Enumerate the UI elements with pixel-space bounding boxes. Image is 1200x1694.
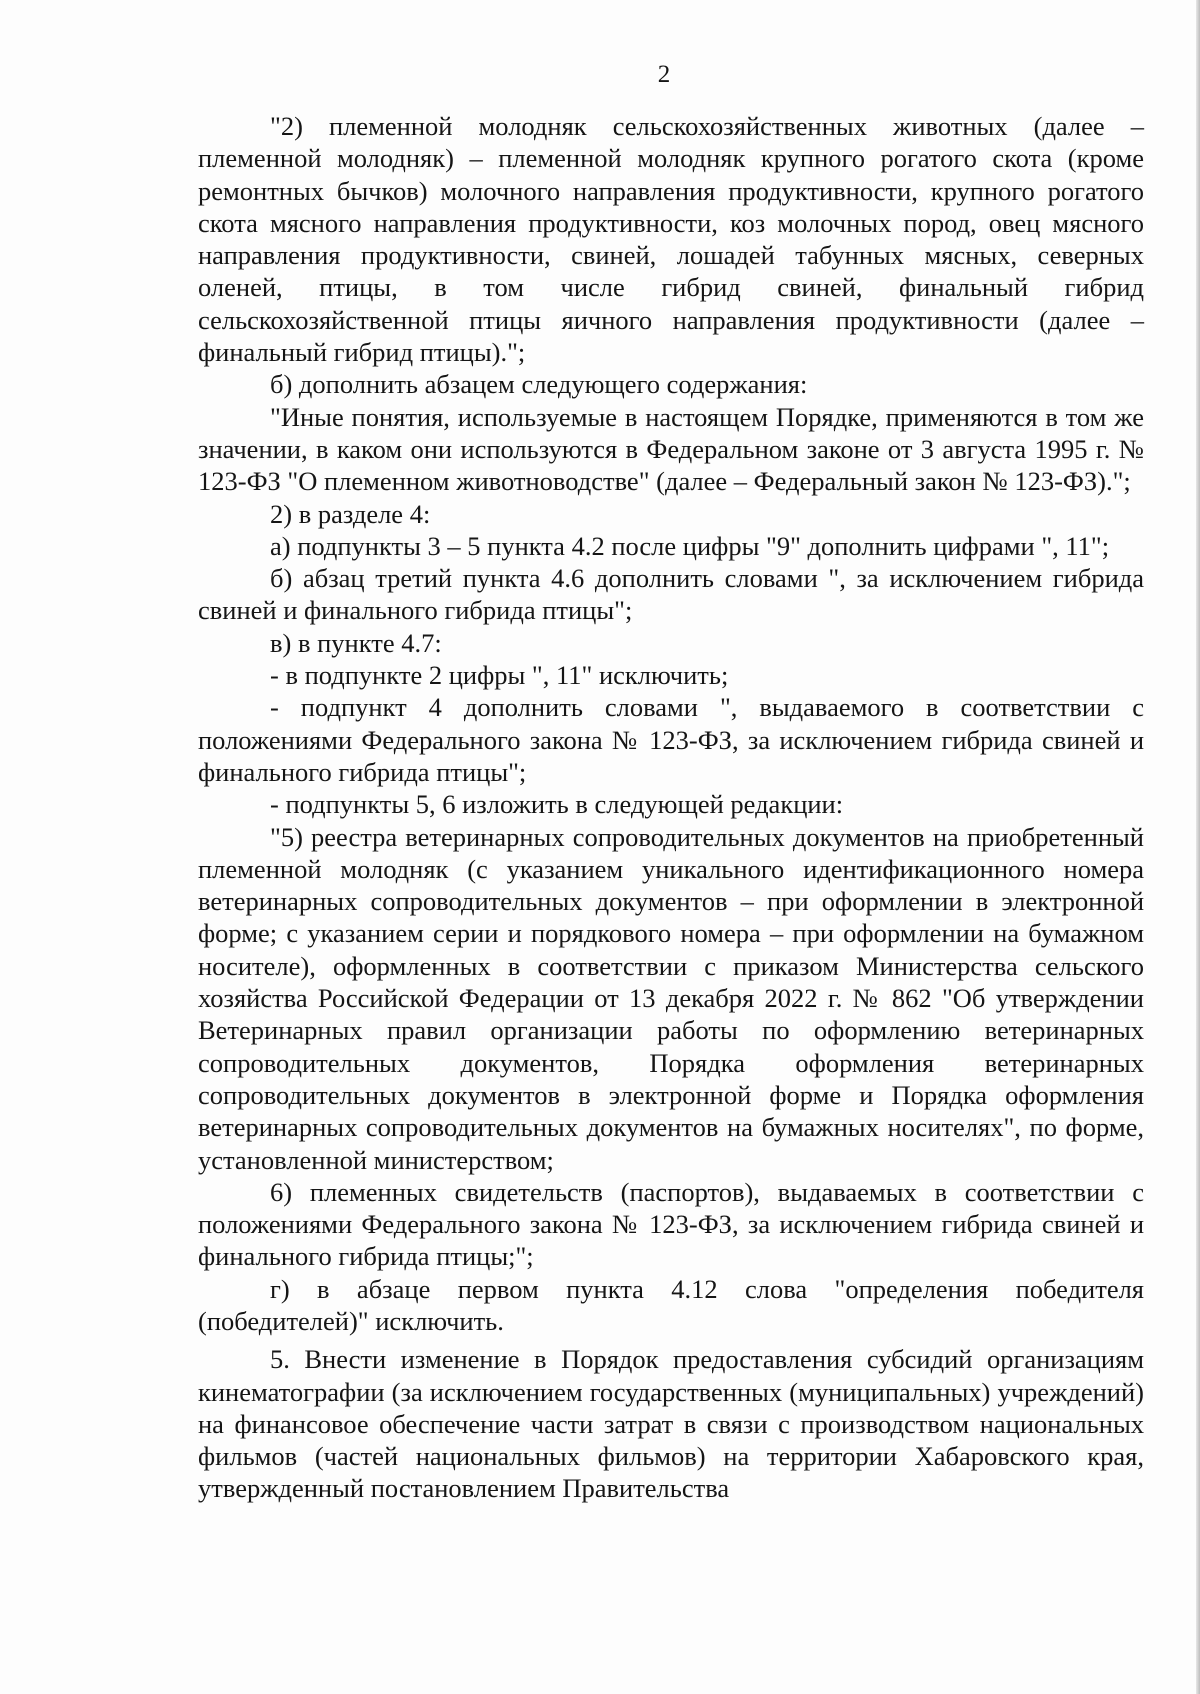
- paragraph-subitem-b-add: б) дополнить абзацем следующего содержания:: [270, 369, 808, 400]
- paragraph-dash-item-2: - подпункт 4 дополнить словами ", выдаваемого в соответствии с положениями Федерального закона № 123-ФЗ, за исключением гибрида свиней и финального гибрида птицы";: [198, 692, 1144, 787]
- paragraph-subitem-b: б) абзац третий пункта 4.6 дополнить словами ", за исключением гибрида свиней и финального гибрида птицы";: [198, 563, 1144, 626]
- page-number: 2: [657, 61, 671, 88]
- paragraph-subitem-v: в) в пункте 4.7:: [270, 627, 442, 658]
- page-edge: [1196, 0, 1200, 1694]
- paragraph-subitem-g: г) в абзаце первом пункта 4.12 слова "определения победителя (победителей)" исключить.: [198, 1273, 1144, 1336]
- paragraph-item-6-certificates: 6) племенных свидетельств (паспортов), выдаваемых в соответствии с положениями Федерального закона № 123-ФЗ, за исключением гибрида свиней и финального гибрида птицы;";: [198, 1176, 1144, 1272]
- document-body: [198, 110, 1144, 1505]
- paragraph-section-4: 2) в разделе 4:: [270, 498, 431, 529]
- paragraph-item-5-registry: "5) реестра ветеринарных сопроводительных документов на приобретенный племенной молодняк (с указанием уникального идентификационного номера ветеринарных сопроводительных документов – при оформлении в электронной форме; с указанием серии и порядкового номера – при оформлении на бумажном носителе), оформленных в соответствии с приказом Министерства сельского хозяйства Российской Федерации от 13 декабря 2022 г. № 862 "Об утверждении Ветеринарных правил организации работы по оформлению ветеринарных сопроводительных документов, Порядка оформления ветеринарных сопроводительных документов в электронной форме и Порядка оформления ветеринарных сопроводительных документов на бумажных носителях", по форме, установленной министерством;: [198, 821, 1144, 1175]
- paragraph-section-5: 5. Внести изменение в Порядок предоставления субсидий организациям кинематографии (за исключением государственных (муниципальных) учреждений) на финансовое обеспечение части затрат в связи с производством национальных фильмов (частей национальных фильмов) на территории Хабаровского края, утвержденный постановлением Правительства: [198, 1344, 1144, 1504]
- paragraph-definition-breeding-young: "2) племенной молодняк сельскохозяйственных животных (далее – племенной молодняк) – племенной молодняк крупного рогатого скота (кроме ремонтных бычков) молочного направления продуктивности, крупного рогатого скота мясного направления продуктивности, коз молочных пород, овец мясного направления продуктивности, свиней, лошадей табунных мясных, северных оленей, птицы, в том числе гибрид свиней, финальный гибрид сельскохозяйственной птицы яичного направления продуктивности (далее – финальный гибрид птицы).";: [198, 111, 1144, 368]
- paragraph-subitem-a: а) подпункты 3 – 5 пункта 4.2 после цифры "9" дополнить цифрами ", 11";: [270, 530, 1110, 561]
- paragraph-dash-item-1: - в подпункте 2 цифры ", 11" исключить;: [270, 660, 729, 691]
- paragraph-dash-item-3: - подпункты 5, 6 изложить в следующей редакции:: [270, 789, 844, 820]
- paragraph-other-terms: "Иные понятия, используемые в настоящем Порядке, применяются в том же значении, в каком они используются в Федеральном законе от 3 августа 1995 г. № 123-ФЗ "О племенном животноводстве" (далее – Федеральный закон № 123-ФЗ).";: [198, 401, 1144, 497]
